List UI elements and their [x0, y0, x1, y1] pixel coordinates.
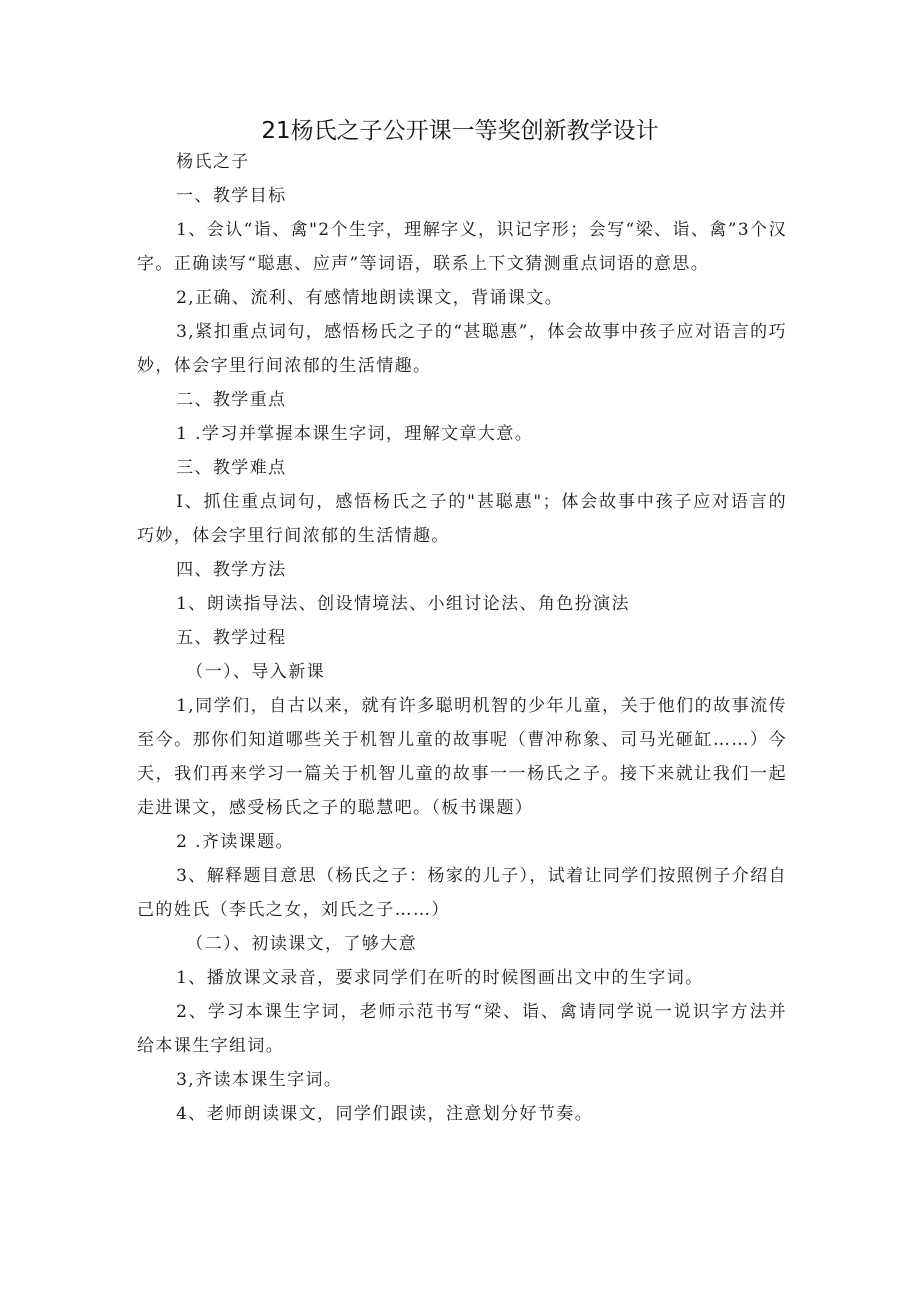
paragraph: 1、朗读指导法、创设情境法、小组讨论法、角色扮演法 — [176, 594, 630, 614]
section-heading: 杨氏之子 — [176, 152, 250, 172]
section-heading: 二、教学重点 — [176, 390, 287, 410]
document-body — [137, 145, 787, 1131]
paragraph: 1,同学们，自古以来，就有许多聪明机智的少年儿童，关于他们的故事流传至今。那你们知道哪些关于机智儿童的故事呢（曹冲称象、司马光砸缸……）今天，我们再来学习一篇关于机智儿童的故事一一杨氏之子。接下来就让我们一起走进课文，感受杨氏之子的聪慧吧。（板书课题） — [137, 696, 787, 818]
subsection-heading: （一）、导入新课 — [186, 662, 325, 682]
section-heading: 五、教学过程 — [176, 628, 287, 648]
paragraph: 4、老师朗读课文，同学们跟读，注意划分好节奏。 — [176, 1104, 594, 1124]
paragraph: I、抓住重点词句，感悟杨氏之子的"甚聪惠"；体会故事中孩子应对语言的巧妙，体会字里行间浓郁的生活情趣。 — [137, 492, 787, 546]
paragraph: 3、解释题目意思（杨氏之子：杨家的儿子），试着让同学们按照例子介绍自己的姓氏（李氏之女，刘氏之子……） — [137, 866, 788, 920]
paragraph: 1 .学习并掌握本课生字词，理解文章大意。 — [176, 424, 534, 444]
paragraph: 2、学习本课生字词，老师示范书写“梁、诣、禽请同学说一说识字方法并给本课生字组词。 — [137, 1002, 787, 1056]
section-heading: 一、教学目标 — [176, 186, 287, 206]
paragraph: 1、播放课文录音，要求同学们在听的时候图画出文中的生字词。 — [176, 968, 704, 988]
section-heading: 四、教学方法 — [176, 560, 287, 580]
paragraph: 3,紧扣重点词句，感悟杨氏之子的“甚聪惠”，体会故事中孩子应对语言的巧妙，体会字里行间浓郁的生活情趣。 — [137, 322, 787, 376]
paragraph: 1、会认“诣、禽"2个生字，理解字义，识记字形；会写“梁、诣、禽”3个汉字。正确读写“聪惠、应声”等词语，联系上下文猜测重点词语的意思。 — [137, 220, 787, 274]
paragraph: 2,正确、流利、有感情地朗读课文，背诵课文。 — [176, 288, 564, 308]
section-heading: 三、教学难点 — [176, 458, 287, 478]
paragraph: 2 .齐读课题。 — [176, 832, 294, 852]
subsection-heading: （二）、初读课文，了够大意 — [186, 934, 417, 954]
document-title: 21杨氏之子公开课一等奖创新教学设计 — [261, 118, 659, 144]
paragraph: 3,齐读本课生字词。 — [176, 1070, 343, 1090]
